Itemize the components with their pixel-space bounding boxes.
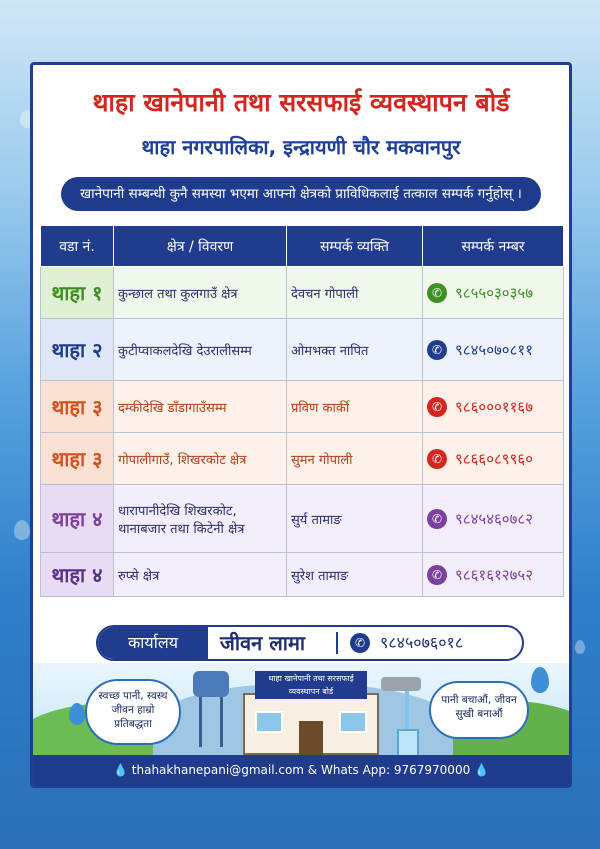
area-cell: धारापानीदेखि शिखरकोट, थानाबजार तथा किटेनी क्षेत्र bbox=[114, 485, 287, 553]
phone-icon[interactable]: ✆ bbox=[427, 340, 447, 360]
water-drop-icon bbox=[531, 667, 549, 693]
contact-table bbox=[40, 225, 564, 597]
water-glass-icon bbox=[397, 729, 419, 757]
header-person: सम्पर्क व्यक्ति bbox=[287, 226, 423, 267]
number-cell bbox=[423, 485, 564, 553]
phone-icon[interactable]: ✆ bbox=[427, 565, 447, 585]
background-droplet bbox=[14, 520, 30, 540]
footer-email-whatsapp[interactable]: thahakhanepani@gmail.com & Whats App: 9767970000 bbox=[131, 763, 471, 777]
footer-contact bbox=[33, 755, 569, 785]
phone-icon[interactable]: ✆ bbox=[427, 509, 447, 529]
area-cell: रुप्से क्षेत्र bbox=[114, 553, 287, 597]
board-title: थाहा खानेपानी तथा सरसफाई व्यवस्थापन बोर्ड bbox=[92, 88, 510, 117]
area-cell: दम्कीदेखि डाँडागाउँसम्म bbox=[114, 381, 287, 433]
ward-cell: थाहा १ bbox=[41, 267, 114, 319]
board-subtitle: थाहा नगरपालिका, इन्द्रायणी चौर मकवानपुर bbox=[141, 135, 461, 159]
water-drop-icon: 💧 bbox=[474, 763, 489, 777]
building-door bbox=[299, 721, 323, 755]
phone-icon[interactable]: ✆ bbox=[427, 449, 447, 469]
number-cell bbox=[423, 267, 564, 319]
ward-cell: थाहा ४ bbox=[41, 553, 114, 597]
area-cell: कुटीप्वाकलदेखि देउरालीसम्म bbox=[114, 319, 287, 381]
divider bbox=[336, 632, 338, 654]
person-cell: ओमभक्त नापित bbox=[287, 319, 423, 381]
water-drop-icon: 💧 bbox=[113, 763, 128, 777]
ward-cell: थाहा २ bbox=[41, 319, 114, 381]
office-phone-number[interactable]: ९८४५०७६०१८ bbox=[380, 633, 464, 652]
number-cell bbox=[423, 433, 564, 485]
office-contact-name: जीवन लामा bbox=[220, 631, 306, 655]
phone-icon[interactable]: ✆ bbox=[427, 397, 447, 417]
person-cell: सुमन गोपाली bbox=[287, 433, 423, 485]
slogan-bubble-right: पानी बचाऔं, जीवन सुखी बनाऔं bbox=[429, 681, 529, 739]
phone-number[interactable]: ९८६१६१२७५२ bbox=[455, 565, 534, 584]
person-cell: सुरेश तामाङ bbox=[287, 553, 423, 597]
water-stream bbox=[405, 691, 409, 731]
number-cell bbox=[423, 381, 564, 433]
table-header-row bbox=[41, 226, 564, 267]
poster-card bbox=[30, 62, 572, 788]
header-ward: वडा नं. bbox=[41, 226, 114, 267]
table-row bbox=[41, 553, 564, 597]
water-tank-stand bbox=[199, 697, 223, 747]
ward-cell: थाहा ३ bbox=[41, 433, 114, 485]
ward-cell: थाहा ४ bbox=[41, 485, 114, 553]
tap-icon bbox=[381, 677, 421, 691]
building-window bbox=[255, 711, 283, 733]
office-label: कार्यालय bbox=[98, 627, 208, 659]
header-area: क्षेत्र / विवरण bbox=[114, 226, 287, 267]
area-cell: गोपालीगाउँ, शिखरकोट क्षेत्र bbox=[114, 433, 287, 485]
person-cell: प्रविण कार्की bbox=[287, 381, 423, 433]
building-window bbox=[339, 711, 367, 733]
person-cell: देवचन गोपाली bbox=[287, 267, 423, 319]
water-tank-icon bbox=[193, 671, 229, 697]
phone-number[interactable]: ९८५५०३०३५७ bbox=[455, 283, 534, 302]
area-cell: कुन्छाल तथा कुलगाउँ क्षेत्र bbox=[114, 267, 287, 319]
person-cell: सुर्य तामाङ bbox=[287, 485, 423, 553]
table-row bbox=[41, 381, 564, 433]
phone-icon[interactable]: ✆ bbox=[350, 633, 370, 653]
notice-banner: खानेपानी सम्बन्धी कुनै समस्या भएमा आफ्नो क्षेत्रको प्राविधिकलाई तत्काल सम्पर्क गर्नुहोस् । bbox=[61, 177, 541, 211]
ward-cell: थाहा ३ bbox=[41, 381, 114, 433]
table-row bbox=[41, 433, 564, 485]
background-droplet bbox=[575, 640, 585, 654]
table-row bbox=[41, 485, 564, 553]
phone-number[interactable]: ९८४५०७०८११ bbox=[455, 340, 534, 359]
water-drop-icon bbox=[69, 703, 85, 725]
building-sign: थाहा खानेपानी तथा सरसफाई व्यवस्थापन बोर्ड bbox=[255, 671, 367, 699]
table-row bbox=[41, 319, 564, 381]
slogan-bubble-left: स्वच्छ पानी, स्वस्थ जीवन हाम्रो प्रतिबद्धता bbox=[85, 679, 181, 745]
number-cell bbox=[423, 553, 564, 597]
table-row bbox=[41, 267, 564, 319]
header-number: सम्पर्क नम्बर bbox=[423, 226, 564, 267]
phone-number[interactable]: ९८६६०८९९६० bbox=[455, 449, 534, 468]
office-contact-bar bbox=[96, 625, 524, 661]
phone-number[interactable]: ९८४५४६०७८२ bbox=[455, 509, 534, 528]
number-cell bbox=[423, 319, 564, 381]
phone-icon[interactable]: ✆ bbox=[427, 283, 447, 303]
phone-number[interactable]: ९८६०००११६७ bbox=[455, 397, 534, 416]
